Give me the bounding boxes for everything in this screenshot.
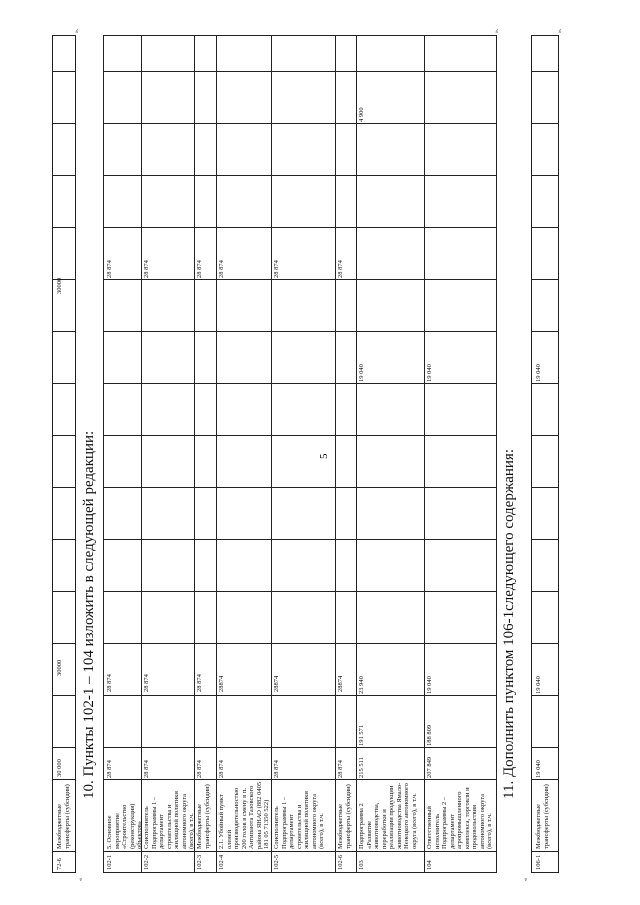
row-total: 207 849 [426, 756, 433, 778]
row-number: 104 [426, 860, 433, 870]
row-name: Межбюджетные трансферты (субсидии) [196, 784, 211, 849]
row-total: 28 874 [106, 760, 113, 778]
row-total: 215 511 [358, 757, 365, 778]
row-name: Межбюджетные трансферты (субсидии) [56, 784, 71, 849]
row-number: 102-3 [196, 854, 203, 870]
row-value: 28 874 [273, 260, 280, 278]
row-total: 28 874 [196, 760, 203, 778]
quote-close: ». [74, 28, 80, 33]
row-number: 103 [358, 860, 365, 870]
page-number: 5 [318, 453, 330, 459]
row-value: 28 874 [218, 260, 225, 278]
row-number: 72-6 [56, 858, 63, 870]
row-value: 28874 [337, 675, 344, 692]
row-total: 30 000 [56, 759, 63, 777]
row-total: 19 040 [535, 760, 542, 778]
row-value: 28874 [273, 675, 280, 692]
bottom-table [531, 35, 559, 873]
row-total: 28 874 [218, 760, 225, 778]
row-name: Межбюджетные трансферты (субсидии) [337, 784, 352, 849]
row-number: 102-2 [143, 854, 150, 870]
row-value: 19 040 [426, 676, 433, 694]
row-number: 102-1 [106, 854, 113, 870]
row-value: 19 040 [358, 364, 365, 382]
row-name: Межбюджетные трансферты (субсидии) [535, 784, 550, 849]
row-value: 191 571 [358, 724, 365, 746]
row-value: 30000 [56, 659, 63, 676]
row-value: 28 874 [106, 674, 113, 692]
main-table [103, 35, 497, 873]
row-total: 28 874 [143, 760, 150, 778]
row-name: Соисполнитель Подпрограммы 1 – департамент строительства и жилищной политики автономного округа (всего), в т.ч. [143, 791, 195, 849]
row-name: Соисполнитель Подпрограммы 1 – департамент строительства и жилищной политики автономного округа (всего), в т.ч. [273, 791, 325, 849]
row-value: 28 874 [196, 674, 203, 692]
row-value: 28874 [218, 675, 225, 692]
row-value: 28 874 [196, 260, 203, 278]
row-value: 28 874 [143, 260, 150, 278]
row-value: 19 040 [535, 364, 542, 382]
row-value: 28 874 [337, 260, 344, 278]
row-total: 28 874 [337, 760, 344, 778]
row-value: 28 874 [143, 674, 150, 692]
quote-close: ». [557, 28, 563, 33]
quote-open: « [78, 878, 84, 881]
row-value: 19 040 [535, 676, 542, 694]
quote-close: ». [494, 28, 500, 33]
row-name: 5. Основное мероприятие «Строительство (реконструкция) объектов» [106, 803, 143, 849]
top-table [52, 35, 76, 873]
row-value: 188 809 [426, 724, 433, 746]
row-name: Ответственный исполнитель Подпрограммы 2 – департамент агропромышленного комплекса, торговли и продовольствия автономного округа (всего), в т.ч. [426, 787, 493, 849]
row-value: 19 040 [426, 364, 433, 382]
row-name: Подпрограмма 2 «Развитие животноводства, переработки и реализации продукции животноводства Ямало-Ненецкого автономного округа (всего), в т.ч. [358, 782, 418, 849]
quote-open: « [523, 878, 529, 881]
row-number: 102-4 [218, 854, 225, 870]
row-value: 28 874 [106, 260, 113, 278]
row-total: 28 874 [273, 760, 280, 778]
row-name: 2.1. Убойный пункт оленей производительностью 200 голов в смену в п. Антипаюта Тазовского района ЯНАО (882 0405 181 05 71350 522) [218, 781, 270, 849]
section-heading-11: 11. Дополнить пунктом 106-1следующего содержания: [501, 449, 517, 799]
row-value: 30000 [56, 277, 63, 294]
row-number: 102-6 [337, 854, 344, 870]
section-heading-10: 10. Пункты 102-1 – 104 изложить в следующей редакции: [81, 430, 97, 799]
row-value: 4 900 [358, 107, 365, 122]
row-value: 23 940 [358, 676, 365, 694]
row-number: 106-1 [535, 854, 542, 870]
row-number: 102-5 [273, 854, 280, 870]
